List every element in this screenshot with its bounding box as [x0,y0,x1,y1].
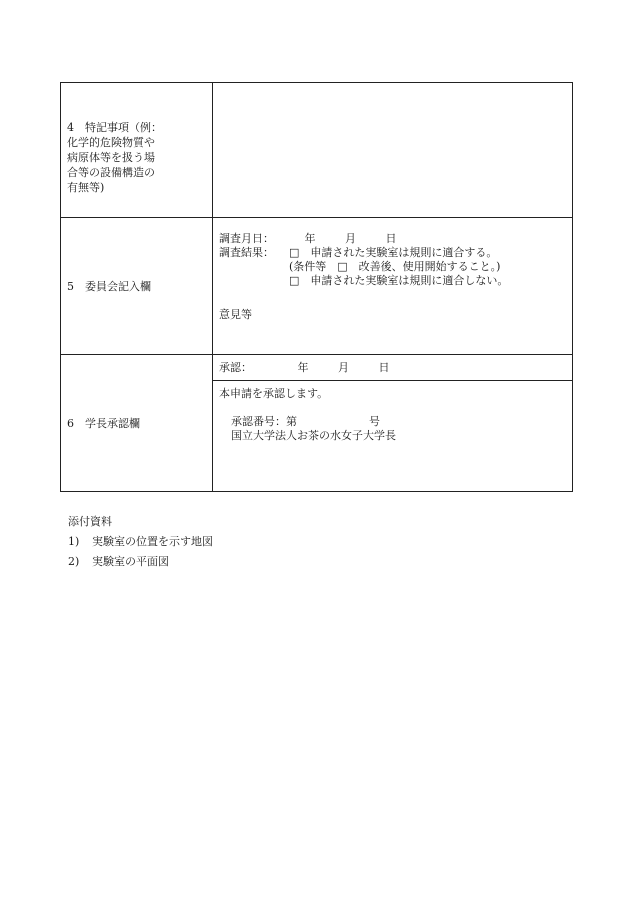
approval-date-label: 承認： [219,361,252,374]
approval-month: 月 [338,361,349,374]
special-notes-field[interactable] [213,83,573,218]
section-number: 5 [67,279,74,293]
approval-number-line [219,415,566,429]
survey-date-label: 調査月日： [219,232,274,245]
option-conditional-checkbox[interactable]: (条件等 □ 改善後、使用開始すること。) [289,260,501,273]
approval-number-label: 承認番号：第 [231,415,297,428]
survey-year: 年 [304,232,316,245]
special-notes-label-cell [61,83,213,218]
approval-day: 日 [378,361,390,374]
attachment-text: 実験室の位置を示す地図 [92,535,213,548]
approval-statement: 本申請を承認します。 [219,387,329,400]
committee-entry-row [61,218,573,355]
attachment-index: 1) [68,535,80,548]
attachments-section [68,512,213,572]
section-number: 6 [67,416,74,430]
special-notes-label-line: 有無等) [67,180,105,194]
president-approval-row [61,355,573,381]
committee-entry-field [213,218,573,355]
attachment-item [68,552,213,572]
president-approval-label: 学長承認欄 [85,416,140,430]
attachment-index: 2) [68,555,80,568]
president-approval-label-cell [61,355,213,492]
special-notes-label-line: 特記事項（例： [85,120,162,134]
committee-entry-label-cell [61,218,213,355]
approval-date-field [213,355,573,381]
special-notes-row [61,83,573,218]
survey-day: 日 [385,232,397,245]
survey-date-line [219,232,566,246]
application-form-table [60,82,573,492]
special-notes-label-line: 化学的危険物質や [67,135,155,149]
survey-month: 月 [345,232,356,245]
attachment-text: 実験室の平面図 [92,555,169,568]
option-compliant-checkbox[interactable]: □ 申請された実験室は規則に適合する。 [289,246,498,259]
approval-statement-field [213,381,573,492]
signatory: 国立大学法人お茶の水女子大学長 [231,429,396,442]
special-notes-label-line: 合等の設備構造の [67,165,155,179]
approval-year: 年 [297,361,309,374]
committee-entry-label: 委員会記入欄 [85,279,151,293]
opinion-label: 意見等 [219,308,252,321]
survey-result-label: 調査結果： [219,246,274,259]
section-number: 4 [67,120,74,134]
survey-result-line [219,246,566,260]
attachment-item [68,532,213,552]
special-notes-label-line: 病原体等を扱う場 [67,150,155,164]
option-noncompliant-checkbox[interactable]: □ 申請された実験室は規則に適合しない。 [289,274,509,287]
approval-number-suffix: 号 [369,415,380,428]
attachments-title: 添付資料 [68,515,112,528]
